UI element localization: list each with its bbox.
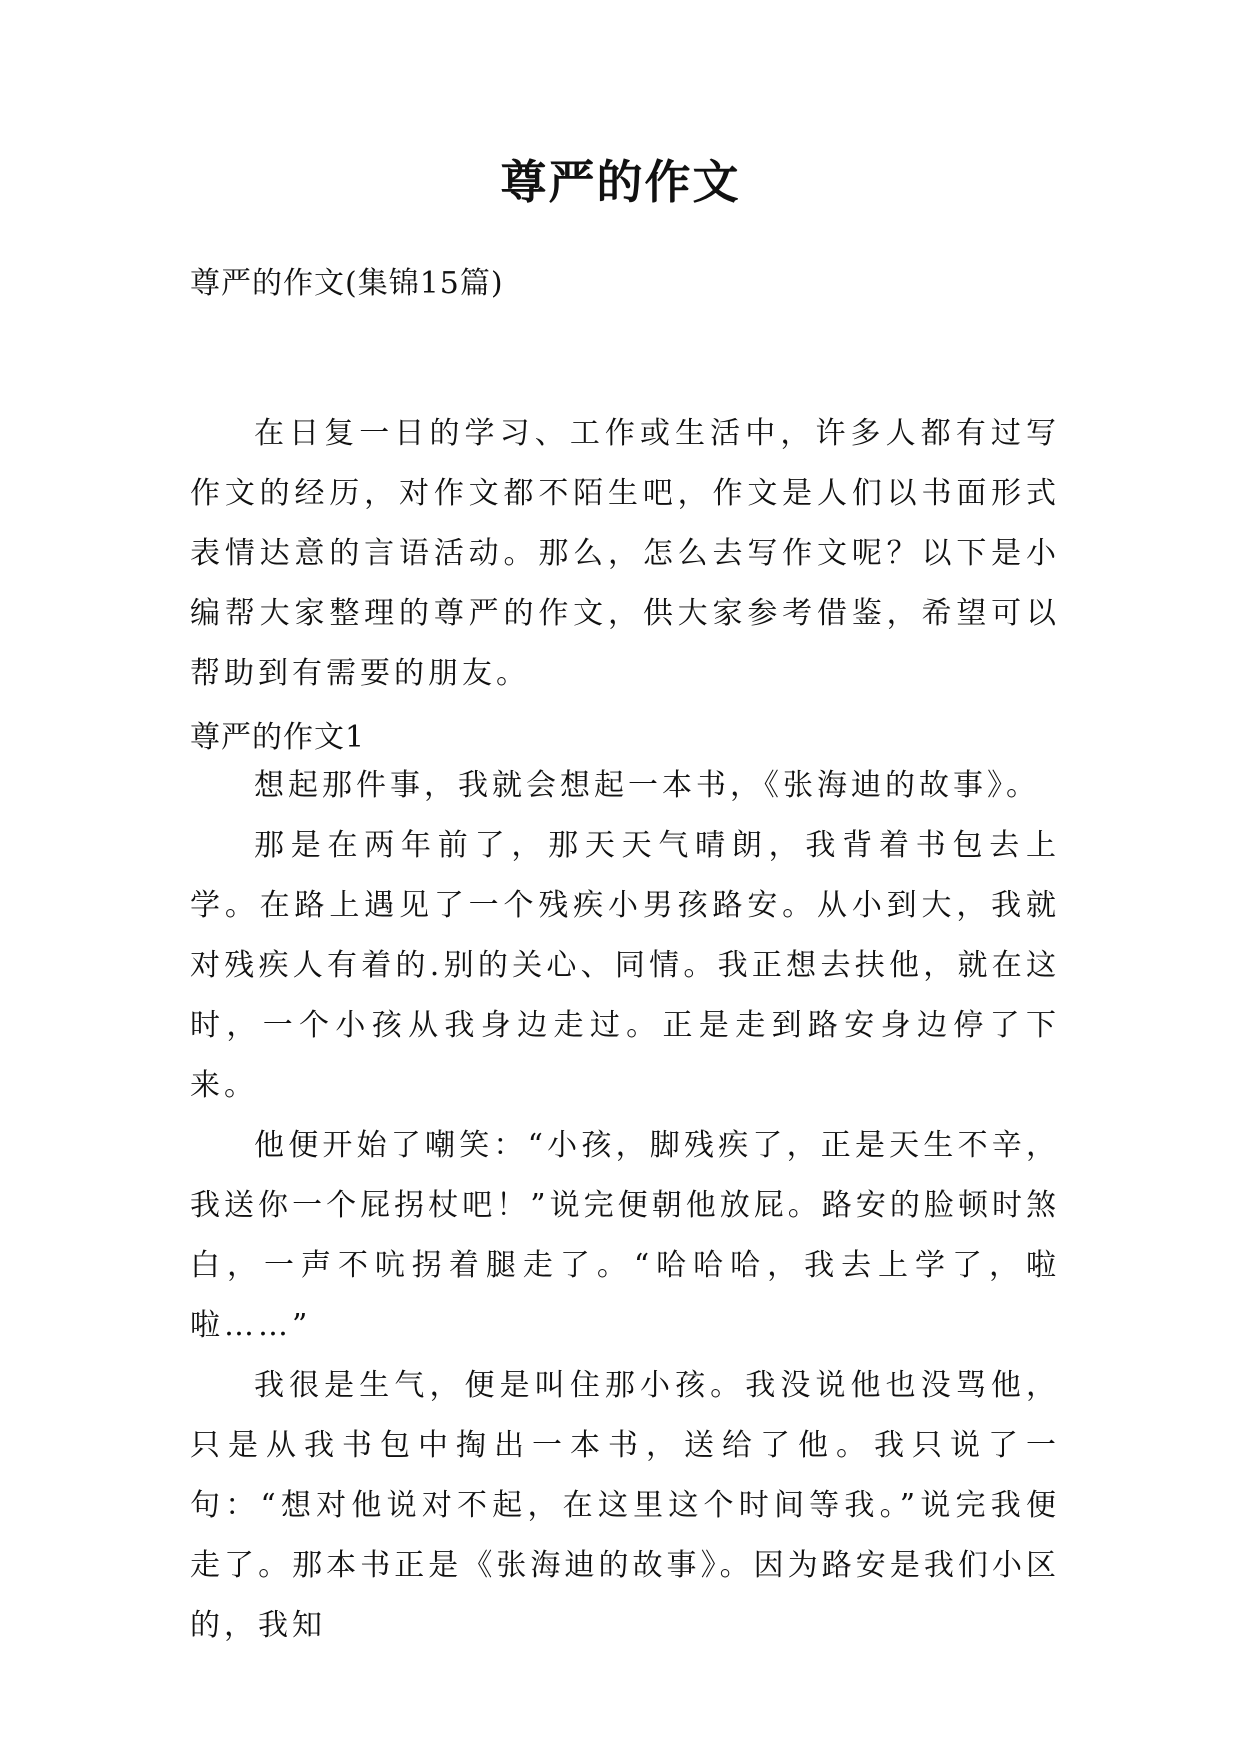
intro-paragraph: 在日复一日的学习、工作或生活中，许多人都有过写作文的经历，对作文都不陌生吧，作文是人们以书面形式表情达意的言语活动。那么，怎么去写作文呢？以下是小编帮大家整理的尊严的作文，供大家参考借鉴，希望可以帮助到有需要的朋友。: [190, 416, 1060, 691]
essay-paragraph-1: 想起那件事，我就会想起一本书，《张海迪的故事》。: [254, 768, 1040, 803]
document-title: 尊严的作文: [500, 155, 741, 209]
document-subtitle: 尊严的作文(集锦15篇): [190, 266, 504, 301]
essay-paragraph-4: 我很是生气，便是叫住那小孩。我没说他也没骂他，只是从我书包中掏出一本书，送给了他。我只说了一句：“想对他说对不起，在这里这个时间等我。”说完我便走了。那本书正是《张海迪的故事》。因为路安是我们小区的，我知: [190, 1368, 1060, 1643]
essay-paragraph-3: 他便开始了嘲笑：“小孩，脚残疾了，正是天生不辛，我送你一个屁拐杖吧！”说完便朝他放屁。路安的脸顿时煞白，一声不吭拐着腿走了。“哈哈哈，我去上学了，啦啦……”: [190, 1128, 1060, 1343]
essay-paragraph-2: 那是在两年前了，那天天气晴朗，我背着书包去上学。在路上遇见了一个残疾小男孩路安。从小到大，我就对残疾人有着的.别的关心、同情。我正想去扶他，就在这时，一个小孩从我身边走过。正是走到路安身边停了下来。: [190, 828, 1060, 1103]
section-heading: 尊严的作文1: [190, 720, 366, 755]
